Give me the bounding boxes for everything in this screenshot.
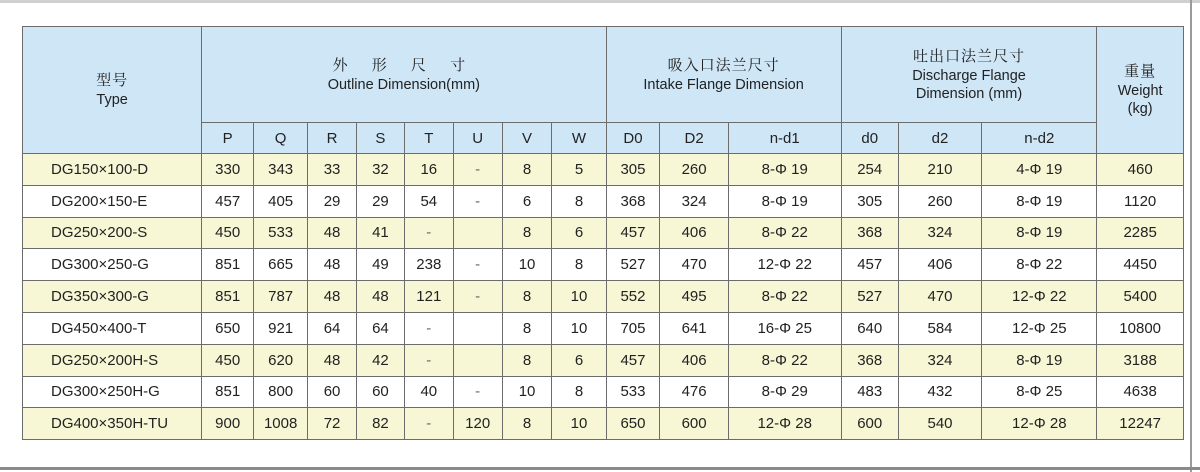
table-cell: 665: [254, 249, 308, 281]
table-cell: 72: [308, 408, 357, 440]
type-header: [23, 27, 202, 154]
col-header: S: [356, 123, 404, 154]
table-cell: -: [453, 281, 502, 313]
table-cell: 457: [202, 185, 254, 217]
col-header: U: [453, 123, 502, 154]
table-cell: 29: [308, 185, 357, 217]
table-cell: 330: [202, 154, 254, 186]
outline-header-en: Outline Dimension(mm): [327, 76, 480, 93]
model-cell: DG250×200H-S: [23, 344, 202, 376]
table-cell: 48: [308, 281, 357, 313]
table-cell: 851: [202, 376, 254, 408]
weight-header: [1097, 27, 1184, 154]
table-cell: 921: [254, 312, 308, 344]
table-row: [23, 312, 1184, 344]
table-cell: 10: [502, 376, 552, 408]
table-cell: 3188: [1097, 344, 1184, 376]
table-cell: 41: [356, 217, 404, 249]
table-cell: 406: [660, 217, 728, 249]
col-header: Q: [254, 123, 308, 154]
table-cell: -: [404, 408, 453, 440]
table-cell: 120: [453, 408, 502, 440]
col-header: n-d1: [728, 123, 841, 154]
table-cell: 705: [606, 312, 660, 344]
table-cell: 29: [356, 185, 404, 217]
table-cell: 54: [404, 185, 453, 217]
table-cell: 4450: [1097, 249, 1184, 281]
intake-header-zh: 吸入口法兰尺寸: [667, 56, 780, 74]
table-cell: 460: [1097, 154, 1184, 186]
table-row: [23, 281, 1184, 313]
table-row: [23, 185, 1184, 217]
table-cell: 210: [898, 154, 982, 186]
table-cell: 8: [502, 344, 552, 376]
col-header: P: [202, 123, 254, 154]
table-cell: 324: [898, 217, 982, 249]
weight-header-zh: 重量: [1124, 63, 1157, 80]
table-cell: 10800: [1097, 312, 1184, 344]
table-cell: 470: [660, 249, 728, 281]
table-cell: 650: [606, 408, 660, 440]
table-cell: 82: [356, 408, 404, 440]
table-cell: 10: [552, 312, 606, 344]
model-cell: DG250×200-S: [23, 217, 202, 249]
table-cell: 8-Φ 22: [728, 217, 841, 249]
table-cell: 8-Φ 19: [982, 185, 1097, 217]
table-row: [23, 154, 1184, 186]
table-cell: 48: [308, 217, 357, 249]
table-cell: 33: [308, 154, 357, 186]
table-cell: 10: [502, 249, 552, 281]
table-cell: 48: [308, 344, 357, 376]
table-cell: 42: [356, 344, 404, 376]
pump-spec-table: [22, 26, 1184, 440]
bottom-border: [0, 467, 1200, 470]
table-cell: 540: [898, 408, 982, 440]
table-row: [23, 376, 1184, 408]
model-cell: DG300×250-G: [23, 249, 202, 281]
table-cell: 483: [841, 376, 898, 408]
table-cell: 40: [404, 376, 453, 408]
table-cell: 5: [552, 154, 606, 186]
table-cell: 432: [898, 376, 982, 408]
table-cell: 405: [254, 185, 308, 217]
table-cell: 12-Φ 22: [728, 249, 841, 281]
table-cell: 8-Φ 19: [728, 154, 841, 186]
table-cell: 600: [841, 408, 898, 440]
table-cell: [453, 312, 502, 344]
table-cell: 10: [552, 408, 606, 440]
weight-header-en-1: Weight: [1117, 83, 1163, 99]
model-cell: DG450×400-T: [23, 312, 202, 344]
table-cell: 4-Φ 19: [982, 154, 1097, 186]
model-cell: DG300×250H-G: [23, 376, 202, 408]
table-cell: [453, 217, 502, 249]
table-cell: 64: [356, 312, 404, 344]
table-cell: -: [404, 217, 453, 249]
discharge-header-en-2: Dimension (mm): [915, 85, 1023, 102]
table-row: [23, 217, 1184, 249]
table-cell: 406: [898, 249, 982, 281]
table-cell: 8: [552, 249, 606, 281]
table-cell: 305: [606, 154, 660, 186]
table-cell: 406: [660, 344, 728, 376]
table-cell: 8: [502, 281, 552, 313]
table-cell: 10: [552, 281, 606, 313]
table-cell: 470: [898, 281, 982, 313]
table-cell: 60: [308, 376, 357, 408]
table-cell: 48: [356, 281, 404, 313]
table-cell: 4638: [1097, 376, 1184, 408]
table-cell: 527: [841, 281, 898, 313]
table-cell: 527: [606, 249, 660, 281]
top-border: [0, 0, 1200, 3]
table-cell: -: [453, 185, 502, 217]
table-cell: 32: [356, 154, 404, 186]
col-header: R: [308, 123, 357, 154]
table-cell: 48: [308, 249, 357, 281]
table-cell: 368: [841, 217, 898, 249]
table-cell: 260: [660, 154, 728, 186]
table-cell: 457: [606, 344, 660, 376]
col-header: d0: [841, 123, 898, 154]
col-header: V: [502, 123, 552, 154]
table-cell: 238: [404, 249, 453, 281]
table-cell: 8-Φ 19: [982, 217, 1097, 249]
table-cell: 584: [898, 312, 982, 344]
model-cell: DG200×150-E: [23, 185, 202, 217]
table-cell: 450: [202, 344, 254, 376]
table-cell: 368: [841, 344, 898, 376]
table-cell: -: [404, 312, 453, 344]
table-cell: -: [453, 249, 502, 281]
table-cell: 60: [356, 376, 404, 408]
table-cell: 254: [841, 154, 898, 186]
table-cell: 6: [502, 185, 552, 217]
table-cell: 16: [404, 154, 453, 186]
table-cell: 8: [502, 217, 552, 249]
table-cell: 324: [898, 344, 982, 376]
model-cell: DG350×300-G: [23, 281, 202, 313]
table-cell: 8: [502, 408, 552, 440]
weight-header-en-2: (kg): [1127, 101, 1153, 117]
table-cell: 324: [660, 185, 728, 217]
table-cell: [453, 344, 502, 376]
table-cell: -: [453, 376, 502, 408]
table-cell: 900: [202, 408, 254, 440]
table-cell: 8: [502, 154, 552, 186]
col-header: n-d2: [982, 123, 1097, 154]
table-header: [23, 27, 1184, 154]
table-cell: 49: [356, 249, 404, 281]
table-cell: 6: [552, 344, 606, 376]
table-cell: 851: [202, 249, 254, 281]
table-cell: 368: [606, 185, 660, 217]
col-header: d2: [898, 123, 982, 154]
table-cell: 8: [552, 185, 606, 217]
table-cell: 495: [660, 281, 728, 313]
table-cell: 8-Φ 19: [982, 344, 1097, 376]
table-cell: 641: [660, 312, 728, 344]
right-border: [1190, 0, 1192, 472]
table-row: [23, 249, 1184, 281]
table-cell: 851: [202, 281, 254, 313]
col-header: D0: [606, 123, 660, 154]
table-row: [23, 344, 1184, 376]
table-cell: 552: [606, 281, 660, 313]
table-cell: 8-Φ 19: [728, 185, 841, 217]
table-cell: 12-Φ 25: [982, 312, 1097, 344]
table-body: [23, 154, 1184, 440]
col-header: D2: [660, 123, 728, 154]
table-cell: -: [404, 344, 453, 376]
table-cell: 600: [660, 408, 728, 440]
intake-flange-header: [606, 27, 841, 123]
table-cell: 476: [660, 376, 728, 408]
table-cell: 800: [254, 376, 308, 408]
table-cell: 5400: [1097, 281, 1184, 313]
table-cell: 8: [502, 312, 552, 344]
type-header-en: Type: [96, 92, 128, 108]
col-header: T: [404, 123, 453, 154]
table-cell: 2285: [1097, 217, 1184, 249]
outline-dimension-header: [202, 27, 606, 123]
intake-header-en: Intake Flange Dimension: [643, 76, 804, 93]
table-cell: 1008: [254, 408, 308, 440]
table-cell: 8-Φ 29: [728, 376, 841, 408]
table-cell: 343: [254, 154, 308, 186]
table-cell: 533: [606, 376, 660, 408]
table-cell: 620: [254, 344, 308, 376]
table-cell: 64: [308, 312, 357, 344]
table-cell: -: [453, 154, 502, 186]
model-cell: DG150×100-D: [23, 154, 202, 186]
model-cell: DG400×350H-TU: [23, 408, 202, 440]
outline-header-zh: 外 形 尺 寸: [332, 56, 476, 74]
table-cell: 457: [606, 217, 660, 249]
table-row: [23, 408, 1184, 440]
table-cell: 6: [552, 217, 606, 249]
table-cell: 457: [841, 249, 898, 281]
table-cell: 787: [254, 281, 308, 313]
table-cell: 533: [254, 217, 308, 249]
discharge-flange-header: [841, 27, 1097, 123]
table-cell: 1120: [1097, 185, 1184, 217]
table-cell: 8: [552, 376, 606, 408]
table-cell: 12-Φ 22: [982, 281, 1097, 313]
discharge-header-en-1: Discharge Flange: [912, 67, 1026, 84]
col-header: W: [552, 123, 606, 154]
table-cell: 12247: [1097, 408, 1184, 440]
table-cell: 8-Φ 22: [728, 281, 841, 313]
discharge-header-zh: 吐出口法兰尺寸: [913, 47, 1026, 65]
table-cell: 8-Φ 22: [728, 344, 841, 376]
table-cell: 12-Φ 28: [728, 408, 841, 440]
table-cell: 121: [404, 281, 453, 313]
table-cell: 8-Φ 25: [982, 376, 1097, 408]
table-cell: 305: [841, 185, 898, 217]
table-cell: 450: [202, 217, 254, 249]
table-cell: 640: [841, 312, 898, 344]
type-header-zh: 型号: [96, 72, 129, 89]
table-cell: 8-Φ 22: [982, 249, 1097, 281]
table-cell: 12-Φ 28: [982, 408, 1097, 440]
table-cell: 260: [898, 185, 982, 217]
table-cell: 650: [202, 312, 254, 344]
table-cell: 16-Φ 25: [728, 312, 841, 344]
